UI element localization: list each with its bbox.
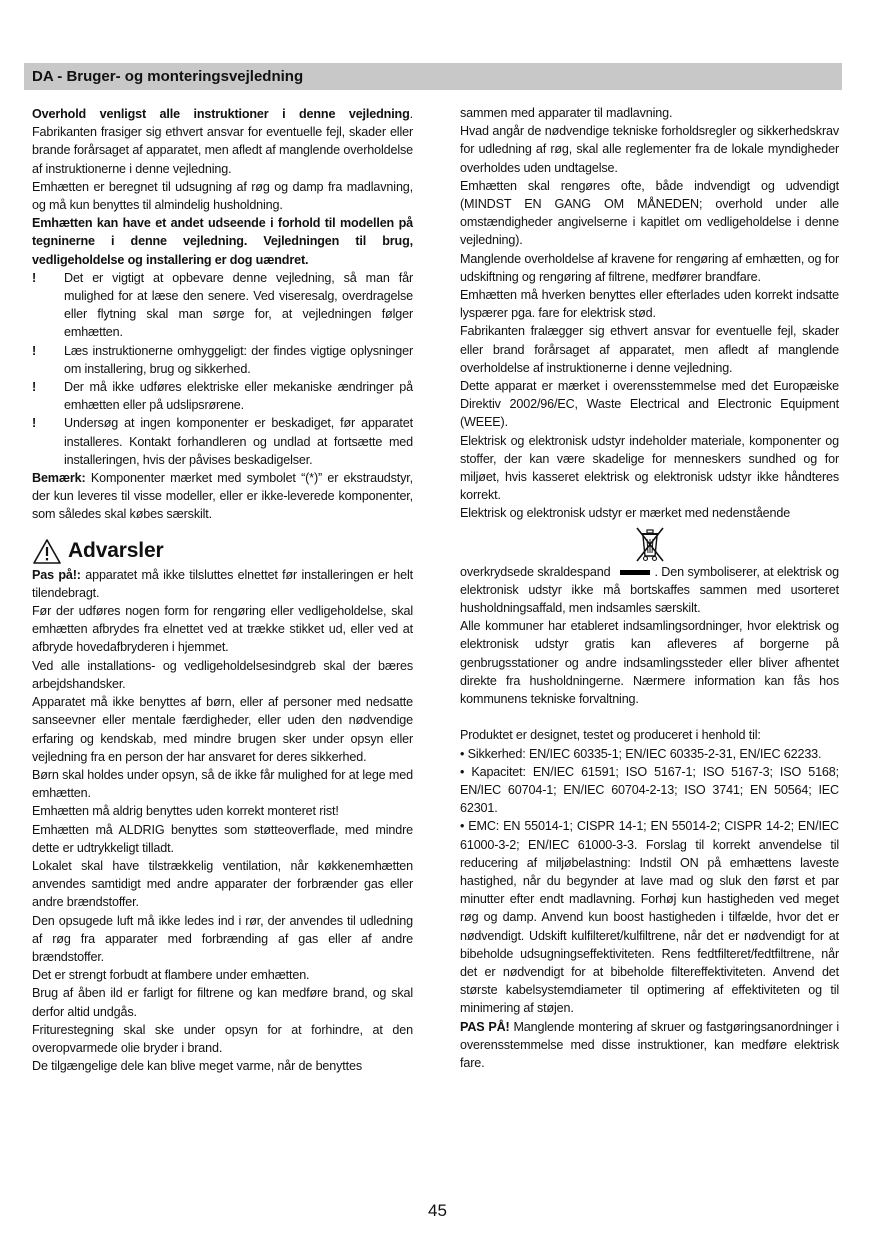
exclamation-bullet: ! bbox=[32, 343, 37, 358]
warning-paragraph bbox=[32, 566, 413, 602]
intro-bold: Overhold venligst alle instruktioner i denne vejledning bbox=[32, 107, 410, 121]
warning-paragraph: Emhætten må aldrig benyttes uden korrekt monteret rist! bbox=[32, 804, 339, 819]
section-header: DA - Bruger- og monteringsvejledning bbox=[24, 63, 842, 90]
standards-capacity: • Kapacitet: EN/IEC 61591; ISO 5167-1; ISO 5167-3; ISO 5168; EN/IEC 60704-1; EN/IEC 60704-2-13; ISO 3741; EN 50564; IEC 62301. bbox=[460, 764, 839, 816]
weee-text-a: overkrydsede skraldespand bbox=[460, 564, 611, 579]
warning-paragraph: De tilgængelige dele kan blive meget varme, når de benyttes bbox=[32, 1059, 362, 1074]
warning-triangle-icon bbox=[32, 538, 62, 565]
warnings-heading bbox=[32, 538, 413, 565]
paragraph: Dette apparat er mærket i overensstemmelse med det Europæiske Direktiv 2002/96/EC, Waste Electrical and Electronic Equipment (WEEE). bbox=[460, 379, 839, 430]
note-paragraph bbox=[32, 469, 413, 524]
paragraph: Emhætten må hverken benyttes eller efterlades uden korrekt indsatte lyspærer pga. fare for elektrisk stød. bbox=[460, 288, 839, 321]
left-column bbox=[32, 105, 413, 1075]
weee-symbol-wrap bbox=[460, 525, 839, 563]
exclamation-bullet: ! bbox=[32, 380, 37, 395]
final-warning-label: PAS PÅ! bbox=[460, 1019, 510, 1034]
standards-safety: • Sikkerhed: EN/IEC 60335-1; EN/IEC 60335-2-31, EN/IEC 62233. bbox=[460, 746, 822, 761]
warning-paragraph: Apparatet må ikke benyttes af børn, eller af personer med nedsatte sanseevner eller mentale færdigheder, eller uden den nødvendige erfaring og kendskab, med mindre brugen sker under opsyn eller vejledning fra en person der har ansvaret for deres sikkerhed. bbox=[32, 695, 413, 764]
warning-text: apparatet må ikke tilsluttes elnettet før installeringen er helt tilendebragt. bbox=[32, 567, 414, 600]
paragraph: Elektrisk og elektronisk udstyr indeholder materiale, komponenter og stoffer, der kan være skadelige for menneskers sundhed og for miljøet, hvis kasseret elektrisk og elektronisk udstyr ikke håndteres korrekt. bbox=[460, 433, 839, 503]
warnings-title: Advarsler bbox=[68, 539, 164, 563]
bullet-item bbox=[32, 414, 413, 469]
bullet-text: Læs instruktionerne omhyggeligt: der findes vigtige oplysninger om installering, brug og sikkerhed. bbox=[64, 343, 413, 376]
intro-paragraph bbox=[32, 105, 413, 178]
warning-paragraph: Børn skal holdes under opsyn, så de ikke får mulighed for at lege med emhætten. bbox=[32, 767, 413, 801]
final-warning bbox=[460, 1018, 839, 1073]
appearance-paragraph: Emhætten kan have et andet udseende i forhold til modellen på tegninerne i denne vejledning. Vejledningen til brug, vedligeholdelse og installering er dog uændret. bbox=[32, 216, 413, 267]
warning-paragraph: Emhætten må ALDRIG benyttes som støtteoverflade, med mindre dette er udtrykkeligt tilladt. bbox=[32, 822, 413, 855]
warning-paragraph: Brug af åben ild er farligt for filtrene og kan medføre brand, og skal derfor altid undgås. bbox=[32, 986, 413, 1019]
paragraph: Alle kommuner har etableret indsamlingsordninger, hvor elektrisk og elektronisk udstyr gratis kan afleveres af borgerne på genbrugsstationer og andre indsamlingssteder eller bliver afhentet direkte fra husholdningerne. Nærmere information kan fås hos kommunens tekniske forvaltning. bbox=[460, 619, 839, 707]
bullet-text: Undersøg at ingen komponenter er beskadiget, før apparatet installeres. Kontakt forhandleren og undlad at fortsætte med installeringen, hvis der påvises beskadigelser. bbox=[64, 416, 413, 467]
intro-rest: . Fabrikanten frasiger sig ethvert ansvar for eventuelle fejl, skader eller brande forårsaget af apparatet, men afledt af manglende overholdelse af instruktionerne i denne vejledning. bbox=[32, 107, 413, 176]
weee-text-b: . Den symboliserer, at elektrisk og elektronisk udstyr ikke må bortskaffes sammen med usorteret husholdningsaffald, men indsamles særskilt. bbox=[460, 564, 840, 616]
bullet-item bbox=[32, 378, 413, 414]
bullet-text: Det er vigtigt at opbevare denne vejledning, så man får mulighed for at læse den senere. Ved viseresalg, overdragelse eller flytning skal man sørge for, at vejledningen følger emhætten. bbox=[64, 270, 413, 340]
warning-paragraph: Det er strengt forbudt at flambere under emhætten. bbox=[32, 968, 310, 983]
note-label: Bemærk: bbox=[32, 471, 86, 486]
paragraph: sammen med apparater til madlavning. bbox=[460, 106, 673, 120]
bullet-item bbox=[32, 269, 413, 342]
weee-bar-icon bbox=[620, 570, 650, 575]
paragraph: Produktet er designet, testet og produceret i henhold til: bbox=[460, 728, 761, 743]
exclamation-bullet: ! bbox=[32, 270, 37, 285]
page-number: 45 bbox=[428, 1201, 447, 1220]
crossed-out-bin-icon bbox=[633, 525, 667, 563]
warning-paragraph: Før der udføres nogen form for rengøring eller vedligeholdelse, skal emhætten afbrydes fra elnettet ved at trække stikket ud, eller ved at afbryde hovedafbryderen i hjemmet. bbox=[32, 604, 413, 655]
weee-paragraph bbox=[460, 563, 839, 618]
warning-paragraph: Friturestegning skal ske under opsyn for at forhindre, at den overopvarmede olie bryder i brand. bbox=[32, 1022, 413, 1055]
paragraph: Hvad angår de nødvendige tekniske forholdsregler og sikkerhedskrav for udledning af røg, skal alle reglementer fra de lokale myndigheder overholdes uden undtagelse. bbox=[460, 124, 839, 175]
bullet-item bbox=[32, 342, 413, 378]
bullet-text: Der må ikke udføres elektriske eller mekaniske ændringer på emhætten eller på udslipsrørene. bbox=[64, 380, 413, 413]
standards-emc: • EMC: EN 55014-1; CISPR 14-1; EN 55014-2; CISPR 14-2; EN/IEC 61000-3-2; EN/IEC 61000-3-3. Forslag til korrekt anvendelse til reducering af miljøbelastning: Indstil ON på emhættens laveste hastighed, når du begynder at lave mad og sluk den først et par minutter efter endt madlavning. Forhøj kun hastigheden ved meget røg og damp. Anvend kun boost hastigheden i tilfælde, hvor det er nødvendigt. Udskift kulfilteret/kulfiltrene, når det er nødvendigt for at bibeholde udsugningseffektiviteten. Rens fedtfilteret/fedtfiltrene, når det er nødvendigt for at bibeholde filtereffektiviteten. Anvend det største kabelsystemdiameter til optimering af effektiviteten og til minimering af støjen. bbox=[460, 819, 839, 1016]
paragraph: Manglende overholdelse af kravene for rengøring af emhætten, og for udskiftning og rengøring af filtrene, medfører brandfare. bbox=[460, 251, 839, 284]
paragraph: Elektrisk og elektronisk udstyr er mærket med nedenstående bbox=[460, 506, 791, 521]
right-column bbox=[460, 104, 839, 1072]
final-warning-text: Manglende montering af skruer og fastgøringsanordninger i overensstemmelse med disse instruktioner, kan medføre elektrisk fare. bbox=[460, 1019, 839, 1070]
paragraph: Emhætten skal rengøres ofte, både indvendigt og udvendigt (MINDST EN GANG OM MÅNEDEN; overhold under alle omstændigheder angivelserne i kapitlet om vedligeholdelse i denne vejledning). bbox=[460, 178, 839, 248]
note-text: Komponenter mærket med symbolet “(*)” er ekstraudstyr, der kun leveres til visse modeller, eller er ikke-leverede komponenter, som således skal købes særskilt. bbox=[32, 471, 413, 522]
warning-paragraph: Den opsugede luft må ikke ledes ind i rør, der anvendes til udledning af røg fra apparater med forbrænding af gas eller af andre brændstoffer. bbox=[32, 913, 413, 964]
warning-paragraph: Lokalet skal have tilstrækkelig ventilation, når køkkenemhætten anvendes samtidigt med andre apparater der forbrænder gas eller andre brændstoffer. bbox=[32, 858, 413, 910]
spacer bbox=[460, 708, 839, 726]
warning-label: Pas på!: bbox=[32, 567, 81, 582]
warning-paragraph: Ved alle installations- og vedligeholdelsesindgreb skal der bæres arbejdshandsker. bbox=[32, 658, 413, 691]
paragraph: Fabrikanten fralægger sig ethvert ansvar for eventuelle fejl, skader eller brand forårsaget af apparatet, men afledt af manglende overholdelse af instruktionerne i denne vejledning. bbox=[460, 324, 839, 375]
purpose-paragraph: Emhætten er beregnet til udsugning af røg og damp fra madlavning, og må kun benyttes til almindelig husholdning. bbox=[32, 179, 413, 213]
exclamation-bullet: ! bbox=[32, 416, 37, 431]
